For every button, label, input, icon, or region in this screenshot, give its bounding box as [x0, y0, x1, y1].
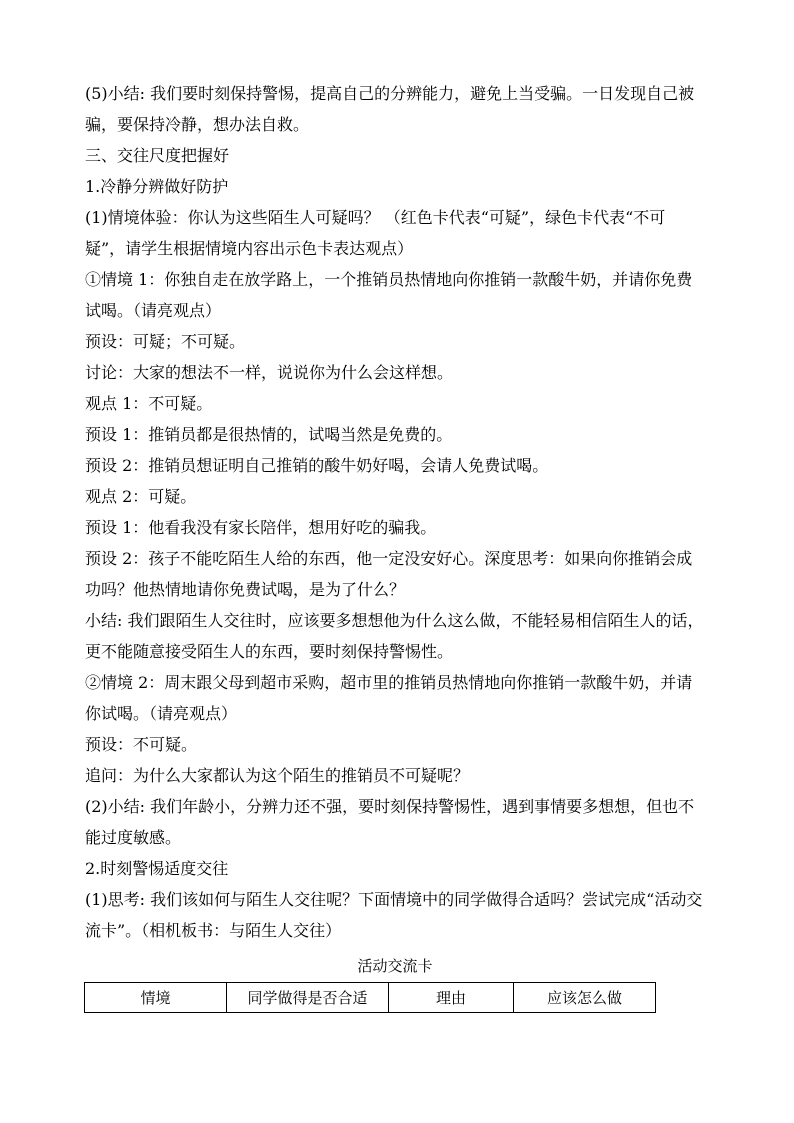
paragraph: 预设 2：推销员想证明自己推销的酸牛奶好喝，会请人免费试喝。 — [85, 456, 549, 475]
paragraph: 预设 2：孩子不能吃陌生人给的东西，他一定没安好心。深度思考：如果向你推销会成功吗？他热情地请你免费试喝，是为了什么？ — [85, 549, 693, 599]
table-header-cell: 同学做得是否合适 — [227, 983, 389, 1013]
paragraph: 预设 1：他看我没有家长陪伴，想用好吃的骗我。 — [85, 518, 437, 537]
paragraph: 预设：不可疑。 — [85, 735, 198, 754]
paragraph: ②情境 2：周末跟父母到超市采购，超市里的推销员热情地向你推销一款酸牛奶，并请你试喝。（请亮观点） — [85, 673, 693, 723]
table-header-cell: 应该怎么做 — [514, 983, 656, 1013]
activity-card-table — [84, 982, 656, 1013]
paragraph-summary-5: (5)小结: 我们要时刻保持警惕，提高自己的分辨能力，避免上当受骗。一日发现自己被骗，要保持冷静，想办法自救。 — [85, 84, 695, 134]
subheading-1: 1.冷静分辨做好防护 — [85, 177, 229, 196]
paragraph: ①情境 1：你独自走在放学路上，一个推销员热情地向你推销一款酸牛奶，并请你免费试喝。（请亮观点） — [85, 270, 693, 320]
table-header-cell: 情境 — [85, 983, 227, 1013]
table-title: 活动交流卡 — [357, 957, 433, 975]
paragraph: 讨论：大家的想法不一样，说说你为什么会这样想。 — [85, 363, 454, 382]
table-header-row — [85, 983, 656, 1013]
paragraph: 观点 1：不可疑。 — [85, 394, 213, 413]
paragraph: (1)情境体验：你认为这些陌生人可疑吗？ （红色卡代表“可疑”，绿色卡代表“不可疑”，请学生根据情境内容出示色卡表达观点） — [85, 208, 666, 258]
paragraph: 小结: 我们跟陌生人交往时，应该要多想想他为什么这么做，不能轻易相信陌生人的话，更不能随意接受陌生人的东西，要时刻保持警惕性。 — [85, 611, 704, 661]
paragraph: (1)思考: 我们该如何与陌生人交往呢？下面情境中的同学做得合适吗？尝试完成“活动交流卡”。（相机板书：与陌生人交往） — [85, 890, 703, 940]
paragraph: (2)小结: 我们年龄小，分辨力还不强，要时刻保持警惕性，遇到事情要多想想，但也不能过度敏感。 — [85, 797, 695, 847]
paragraph: 预设：可疑；不可疑。 — [85, 332, 246, 351]
paragraph: 观点 2：可疑。 — [85, 487, 197, 506]
subheading-2: 2.时刻警惕适度交往 — [85, 859, 229, 878]
table-header-cell: 理由 — [389, 983, 514, 1013]
paragraph: 预设 1：推销员都是很热情的，试喝当然是免费的。 — [85, 425, 453, 444]
section-heading-3: 三、交往尺度把握好 — [85, 146, 230, 165]
paragraph: 追问：为什么大家都认为这个陌生的推销员不可疑呢？ — [85, 766, 470, 785]
lesson-text — [85, 78, 705, 946]
